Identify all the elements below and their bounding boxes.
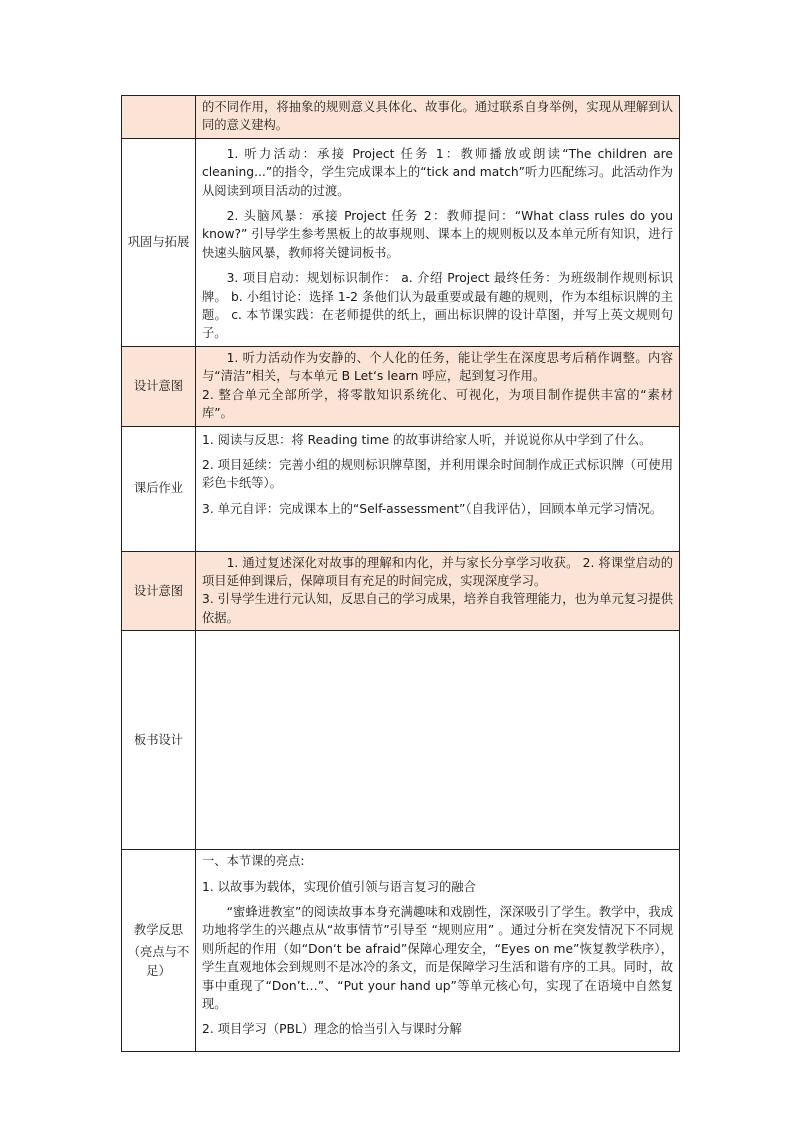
table-row-design-intent: [122, 551, 680, 631]
content-paragraph: 3. 引导学生进行元认知，反思自己的学习成果，培养自我管理能力，也为单元复习提供依据。: [202, 592, 673, 625]
content-paragraph: 1. 阅读与反思：将 Reading time 的故事讲给家人听，并说说你从中学到了什么。: [202, 432, 652, 447]
row-content: [196, 850, 680, 1052]
row-label: 板书设计: [122, 631, 196, 850]
row-label: 设计意图: [122, 346, 196, 426]
content-paragraph: 2. 项目学习（PBL）理念的恰当引入与课时分解: [202, 1022, 462, 1037]
reflection-label: 教学反思: [133, 923, 184, 938]
content-paragraph: 3. 项目启动：规划标识制作： a. 介绍 Project 最终任务：为班级制作规则标识牌。 b. 小组讨论：选择 1-2 条他们认为最重要或最有趣的规则，作为本组标识牌的主题。 c. 本节课实践：在老师提供的纸上，画出标识牌的设计草图，并写上英文规则句子。: [202, 271, 673, 341]
row-label: [122, 96, 196, 139]
content-paragraph: 的不同作用，将抽象的规则意义具体化、故事化。通过联系自身举例，实现从理解到认同的意义建构。: [202, 100, 673, 133]
content-paragraph: 一、本节课的亮点:: [202, 854, 305, 869]
content-paragraph: 2. 整合单元全部所学，将零散知识系统化、可视化，为项目制作提供丰富的“素材库”。: [202, 387, 673, 421]
row-label: 设计意图: [122, 551, 196, 631]
table-row-consolidation: [122, 138, 680, 346]
row-content: [196, 96, 680, 139]
row-label: 课后作业: [122, 426, 196, 551]
row-content: [196, 138, 680, 346]
content-paragraph: 1. 通过复述深化对故事的理解和内化，并与家长分享学习收获。 2. 将课堂启动的项目延伸到课后，保障项目有充足的时间完成，实现深度学习。: [202, 555, 673, 588]
content-paragraph: 1. 听力活动作为安静的、个人化的任务，能让学生在深度思考后稍作调整。内容与“清洁”相关，与本单元 B Let‘s learn 呼应，起到复习作用。: [202, 350, 673, 384]
lesson-plan-table: [121, 95, 680, 1052]
reflection-sublabel: （亮点与不足）: [127, 945, 190, 978]
content-paragraph: “蜜蜂进教室”的阅读故事本身充满趣味和戏剧性，深深吸引了学生。教学中，我成功地将学生的兴趣点从“故事情节”引导至 “规则应用” 。通过分析在突发情况下不同规则所起的作用（如“Don‘t be afraid”保障心理安全，“Eyes on me”恢复教学秩序），学生直观地体会到规则不是冰冷的条文，而是保障学习生活和谐有序的工具。同时，故事中重现了“Don’t…”、“Put your hand up”等单元核心句，实现了在语境中自然复现。: [202, 904, 673, 1011]
row-content: [196, 426, 680, 551]
content-paragraph: 2. 头脑风暴：承接 Project 任务 2：教师提问：“What class rules do you know?” 引导学生参考黑板上的故事规则、课本上的规则板以及本单元所有知识，进行快速头脑风暴，教师将关键词板书。: [202, 209, 673, 260]
row-content: [196, 346, 680, 426]
content-paragraph: 3. 单元自评：完成课本上的“Self-assessment”（自我评估），回顾本单元学习情况。: [202, 501, 663, 516]
row-content: [196, 551, 680, 631]
content-paragraph: 1. 听力活动：承接 Project 任务 1：教师播放或朗读“The children are cleaning...”的指令，学生完成课本上的“tick and match”听力匹配练习。此活动作为从阅读到项目活动的过渡。: [202, 146, 673, 198]
row-label: [122, 850, 196, 1052]
row-label: 巩固与拓展: [122, 138, 196, 346]
table-row-board-design: [122, 631, 680, 850]
table-row-homework: [122, 426, 680, 551]
row-content: [196, 631, 680, 850]
table-row-continuation: [122, 96, 680, 139]
table-row-design-intent: [122, 346, 680, 426]
table-row-reflection: [122, 850, 680, 1052]
content-paragraph: 1. 以故事为载体，实现价值引领与语言复习的融合: [202, 879, 476, 894]
content-paragraph: 2. 项目延续：完善小组的规则标识牌草图，并利用课余时间制作成正式标识牌（可使用彩色卡纸等）。: [202, 457, 673, 491]
